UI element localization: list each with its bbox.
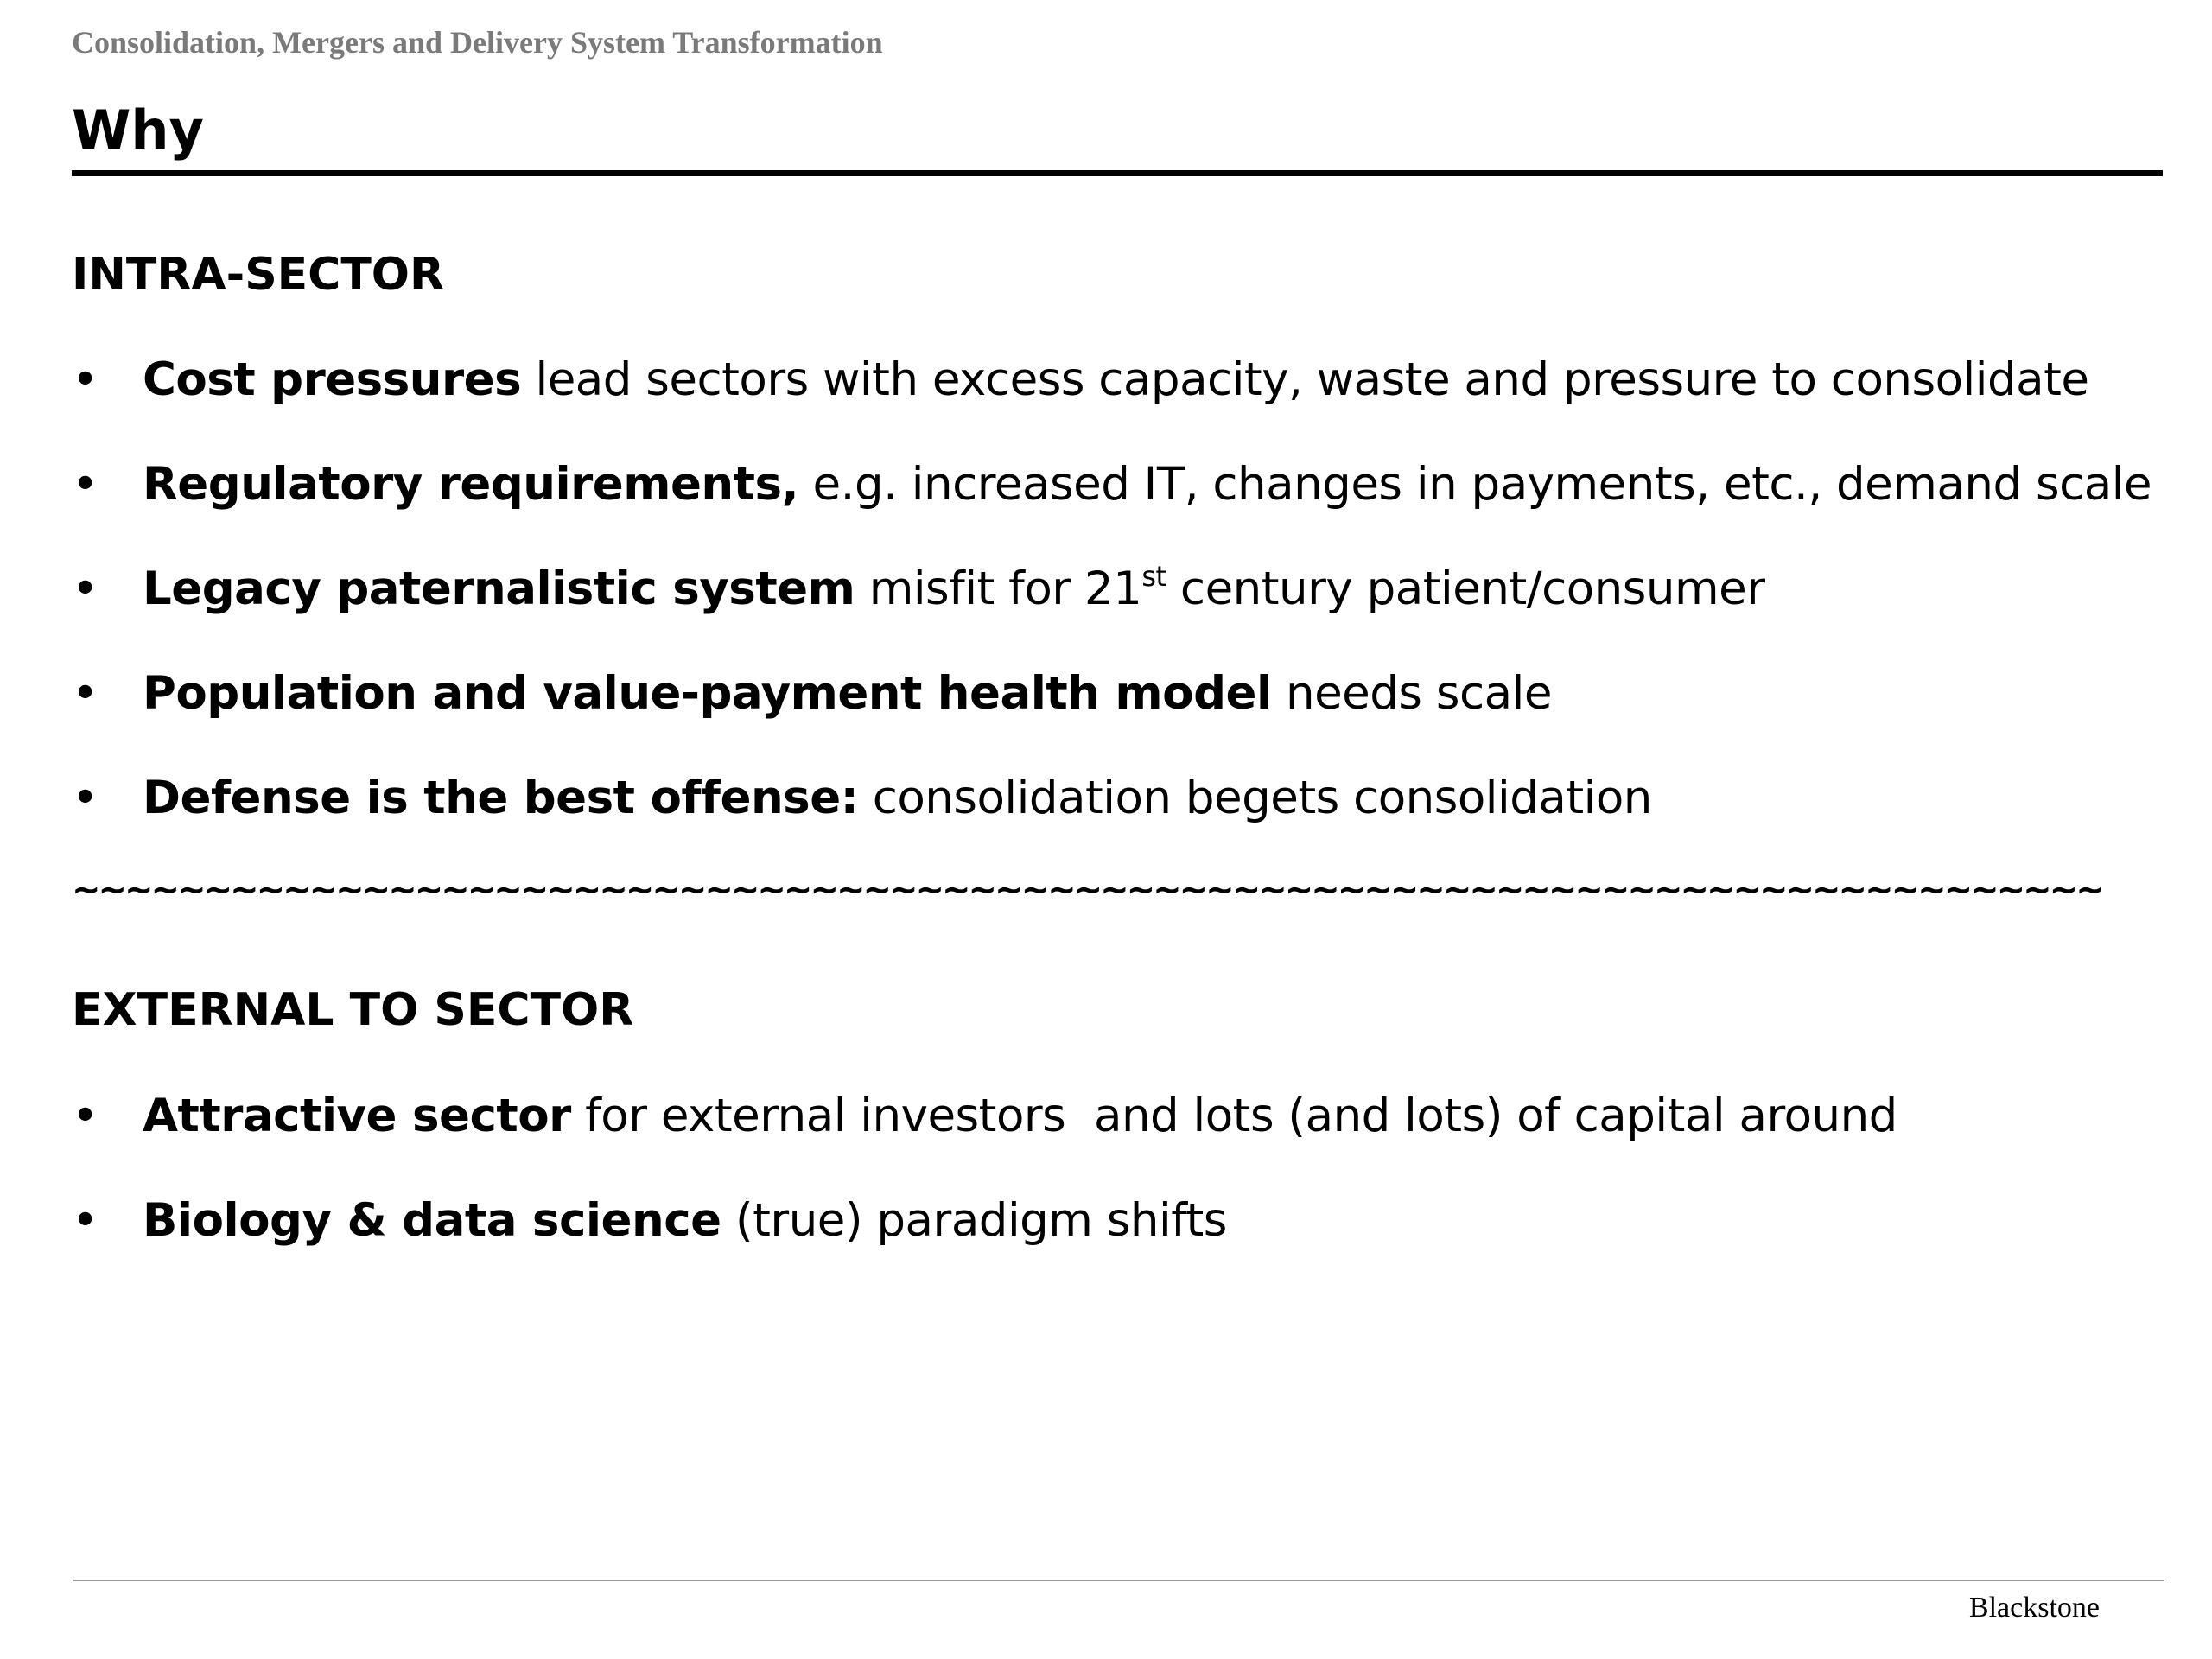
bullet-text: lead sectors with excess capacity, waste and pressure to consolidate xyxy=(521,353,2089,406)
footer-brand-logo-text: Blackstone xyxy=(1968,1592,2100,1624)
bullet-text: needs scale xyxy=(1271,667,1552,720)
bullet-bold-text: Legacy paternalistic system xyxy=(143,563,855,615)
bullet-text-continued: century patient/consumer xyxy=(1166,563,1765,615)
bullet-bold-text: Population and value-payment health model xyxy=(143,667,1272,720)
bullet-item-population-health xyxy=(72,667,2152,775)
bullet-bold-text: Cost pressures xyxy=(143,353,522,406)
bullet-text: misfit for 21 xyxy=(855,563,1142,615)
bullet-icon: • xyxy=(72,458,99,511)
bullet-item-biology-data-science xyxy=(72,1194,1897,1302)
section-heading-external-to-sector: EXTERNAL TO SECTOR xyxy=(72,984,634,1036)
bullet-bold-text: Regulatory requirements, xyxy=(143,458,799,511)
bullet-icon: • xyxy=(72,563,99,615)
bullet-item-defense-offense xyxy=(72,772,2152,880)
footer-divider xyxy=(73,1580,2164,1581)
bullet-text: consolidation begets consolidation xyxy=(858,772,1652,824)
bullet-item-regulatory-requirements xyxy=(72,458,2152,566)
title-underline xyxy=(72,170,2163,176)
bullet-icon: • xyxy=(72,1194,99,1247)
intra-sector-bullet-list xyxy=(72,353,2152,880)
bullet-icon: • xyxy=(72,353,99,406)
bullet-icon: • xyxy=(72,667,99,720)
bullet-bold-text: Attractive sector xyxy=(143,1090,571,1142)
bullet-item-cost-pressures xyxy=(72,353,2152,461)
bullet-bold-text: Biology & data science xyxy=(143,1194,721,1247)
bullet-icon: • xyxy=(72,1090,99,1142)
bullet-text: for external investors and lots (and lots) of capital around xyxy=(570,1090,1897,1142)
tilde-divider: ~~~~~~~~~~~~~~~~~~~~~~~~~~~~~~~~~~~~~~~~~~~~~~~~~~~~~~~~~~~~~~~~~~~~~~~~~~~~~ xyxy=(72,873,2102,907)
bullet-item-attractive-sector xyxy=(72,1090,1897,1198)
bullet-text: (true) paradigm shifts xyxy=(721,1194,1227,1247)
document-header-title: Consolidation, Mergers and Delivery System Transformation xyxy=(72,25,883,60)
slide-title: Why xyxy=(72,99,204,162)
external-sector-bullet-list xyxy=(72,1090,1897,1302)
bullet-superscript: st xyxy=(1141,560,1166,593)
section-heading-intra-sector: INTRA-SECTOR xyxy=(72,249,445,301)
bullet-icon: • xyxy=(72,772,99,824)
bullet-text: e.g. increased IT, changes in payments, etc., demand scale xyxy=(798,458,2152,511)
bullet-bold-text: Defense is the best offense: xyxy=(143,772,859,824)
bullet-item-legacy-system xyxy=(72,560,2152,671)
